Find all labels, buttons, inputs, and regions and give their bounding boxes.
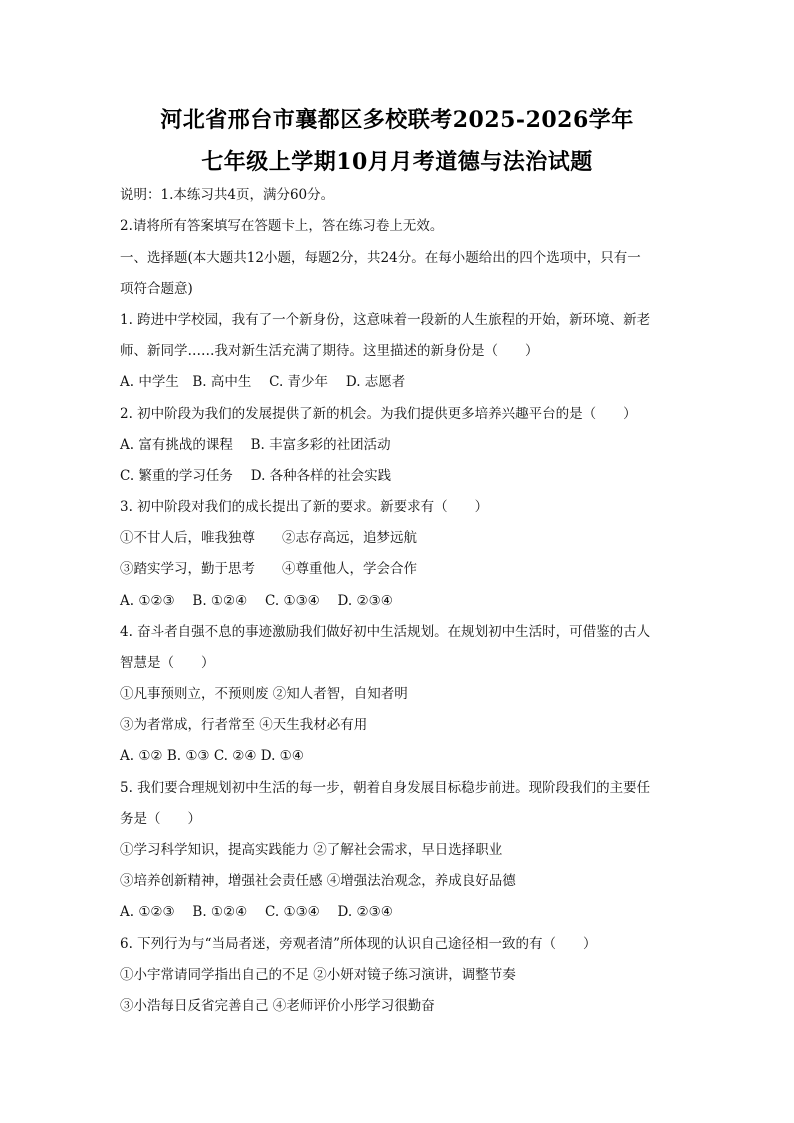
question-5-stem-cont: 务是（ ）: [120, 811, 201, 827]
exam-title-line2: 七年级上学期10月月考道德与法治试题: [201, 149, 593, 175]
question-4-statements-row1: ①凡事预则立，不预则废 ②知人者智，自知者明: [120, 686, 408, 702]
question-5-stem: 5. 我们要合理规划初中生活的每一步，朝着自身发展目标稳步前进。现阶段我们的主要任: [120, 780, 651, 796]
instruction-note-1: 说明：1.本练习共4页，满分60分。: [120, 187, 335, 203]
question-3-statements-row2: ③踏实学习，勤于思考 ④尊重他人，学会合作: [120, 561, 417, 577]
instruction-note-2: 2.请将所有答案填写在答题卡上，答在练习卷上无效。: [120, 218, 444, 234]
question-6-statements-row2: ③小浩每日反省完善自己 ④老师评价小彤学习很勤奋: [120, 998, 435, 1014]
question-3-stem: 3. 初中阶段对我们的成长提出了新的要求。新要求有（ ）: [120, 499, 489, 515]
question-2-stem: 2. 初中阶段为我们的发展提供了新的机会。为我们提供更多培养兴趣平台的是（ ）: [120, 406, 637, 422]
exam-title-line1: 河北省邢台市襄都区多校联考2025-2026学年: [160, 107, 634, 133]
question-6-stem: 6. 下列行为与“当局者迷，旁观者清”所体现的认识自己途径相一致的有（ ）: [120, 936, 597, 952]
question-5-statements-row1: ①学习科学知识，提高实践能力 ②了解社会需求，早日选择职业: [120, 842, 503, 858]
question-2-options-row2: C. 繁重的学习任务 D. 各种各样的社会实践: [120, 468, 392, 484]
question-6-statements-row1: ①小宇常请同学指出自己的不足 ②小妍对镜子练习演讲，调整节奏: [120, 967, 516, 983]
section-header: 一、选择题(本大题共12小题，每题2分，共24分。在每小题给出的四个选项中，只有一: [120, 250, 641, 266]
question-4-stem-cont: 智慧是（ ）: [120, 655, 215, 671]
question-1-options: A. 中学生 B. 高中生 C. 青少年 D. 志愿者: [120, 374, 406, 390]
question-4-options: A. ①② B. ①③ C. ②④ D. ①④: [120, 748, 304, 764]
question-4-statements-row2: ③为者常成，行者常至 ④天生我材必有用: [120, 717, 368, 733]
question-1-stem-cont: 师、新同学……我对新生活充满了期待。这里描述的新身份是（ ）: [120, 343, 539, 359]
question-3-statements-row1: ①不甘人后，唯我独尊 ②志存高远，追梦远航: [120, 530, 417, 546]
section-header-cont: 项符合题意): [120, 281, 193, 297]
question-5-options: A. ①②③ B. ①②④ C. ①③④ D. ②③④: [120, 904, 393, 920]
question-4-stem: 4. 奋斗者自强不息的事迹激励我们做好初中生活规划。在规划初中生活时，可借鉴的古人: [120, 624, 651, 640]
question-3-options: A. ①②③ B. ①②④ C. ①③④ D. ②③④: [120, 593, 393, 609]
question-1-stem: 1. 跨进中学校园，我有了一个新身份，这意味着一段新的人生旅程的开始，新环境、新老: [120, 312, 651, 328]
question-2-options-row1: A. 富有挑战的课程 B. 丰富多彩的社团活动: [120, 437, 391, 453]
question-5-statements-row2: ③培养创新精神，增强社会责任感 ④增强法治观念，养成良好品德: [120, 873, 516, 889]
